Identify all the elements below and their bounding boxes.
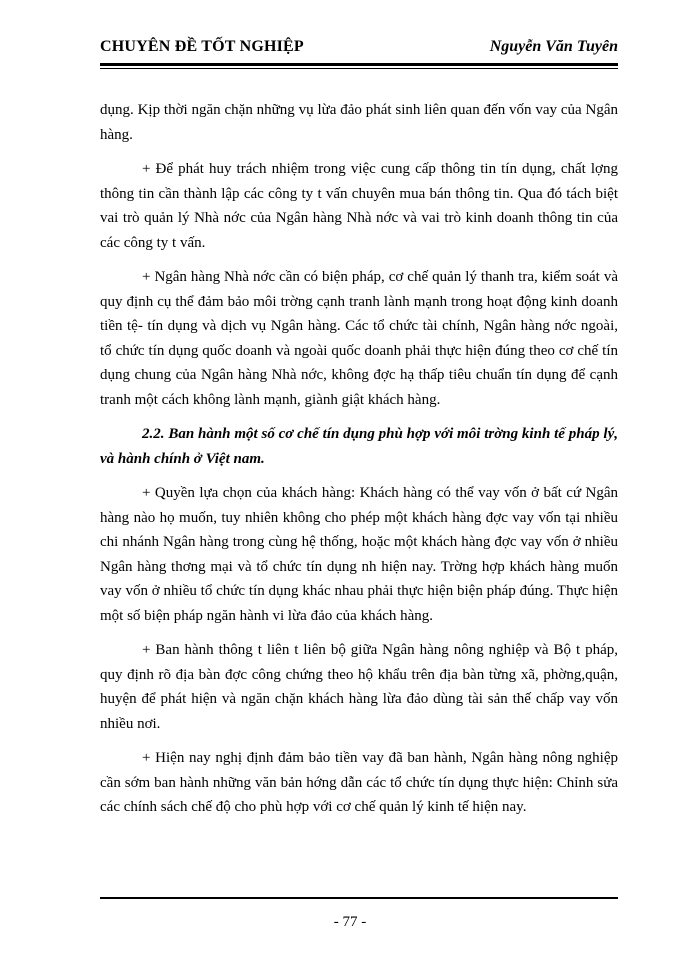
- page-header: [100, 32, 618, 62]
- page-body: [100, 98, 618, 830]
- paragraph: + Ngân hàng Nhà nớc cần có biện pháp, cơ chế quản lý thanh tra, kiểm soát và quy định cụ thể đảm bảo môi trờng cạnh tranh lành mạnh trong hoạt động kinh doanh tiền tệ- tín dụng và dịch vụ Ngân hàng. Các tổ chức tài chính, Ngân hàng nớc ngoài, tổ chức tín dụng quốc doanh và ngoài quốc doanh phải thực hiện đúng theo cơ chế tín dụng chung của Ngân hàng Nhà nớc, không đợc hạ thấp tiêu chuẩn tín dụng để cạnh tranh một cách không lành mạnh, giành giật khách hàng.: [100, 269, 618, 408]
- header-divider: [100, 63, 618, 69]
- paragraph: + Hiện nay nghị định đảm bảo tiền vay đã ban hành, Ngân hàng nông nghiệp cần sớm ban hành những văn bản hớng dẫn các tổ chức tín dụng thực hiện: Chỉnh sửa các chính sách chế độ cho phù hợp với cơ chế quản lý kinh tế hiện nay.: [100, 750, 618, 815]
- author-name: Nguyễn Văn Tuyên: [489, 38, 618, 55]
- section-heading: 2.2. Ban hành một số cơ chế tín dụng phù hợp với môi trờng kinh tế pháp lý, và hành chính ở Việt nam.: [100, 426, 618, 467]
- footer-divider: [100, 897, 618, 899]
- document-title: CHUYÊN ĐỀ TỐT NGHIỆP: [100, 38, 304, 55]
- paragraph: + Để phát huy trách nhiệm trong việc cung cấp thông tin tín dụng, chất lợng thông tin cần thành lập các công ty t vấn chuyên mua bán thông tin. Qua đó tách biệt vai trò quản lý Nhà nớc của Ngân hàng Nhà nớc và vai trò kinh doanh thông tin của các công ty t vấn.: [100, 161, 618, 251]
- paragraph-continuation: dụng. Kịp thời ngăn chặn những vụ lừa đảo phát sinh liên quan đến vốn vay của Ngân hàng.: [100, 102, 618, 143]
- page-number: - 77 -: [333, 914, 367, 930]
- paragraph: + Ban hành thông t liên t liên bộ giữa Ngân hàng nông nghiệp và Bộ t pháp, quy định rõ địa bàn đợc công chứng theo hộ khẩu trên địa bàn từng xã, phờng,quận, huyện để phát hiện và ngăn chặn khách hàng lừa đảo dùng tài sản thế chấp vay vốn nhiều nơi.: [100, 642, 618, 732]
- paragraph: + Quyền lựa chọn của khách hàng: Khách hàng có thể vay vốn ở bất cứ Ngân hàng nào họ muốn, tuy nhiên không cho phép một khách hàng đợc vay vốn tại nhiều chi nhánh Ngân hàng trong cùng hệ thống, hoặc một khách hàng đợc vay vốn ở nhiều Ngân hàng thơng mại và tổ chức tín dụng nh hiện nay. Trờng hợp khách hàng muốn vay vốn ở nhiều tổ chức tín dụng khác nhau phải thực hiện biện pháp đúng. Thực hiện một số biện pháp ngăn hành vi lừa đảo của khách hàng.: [100, 485, 618, 624]
